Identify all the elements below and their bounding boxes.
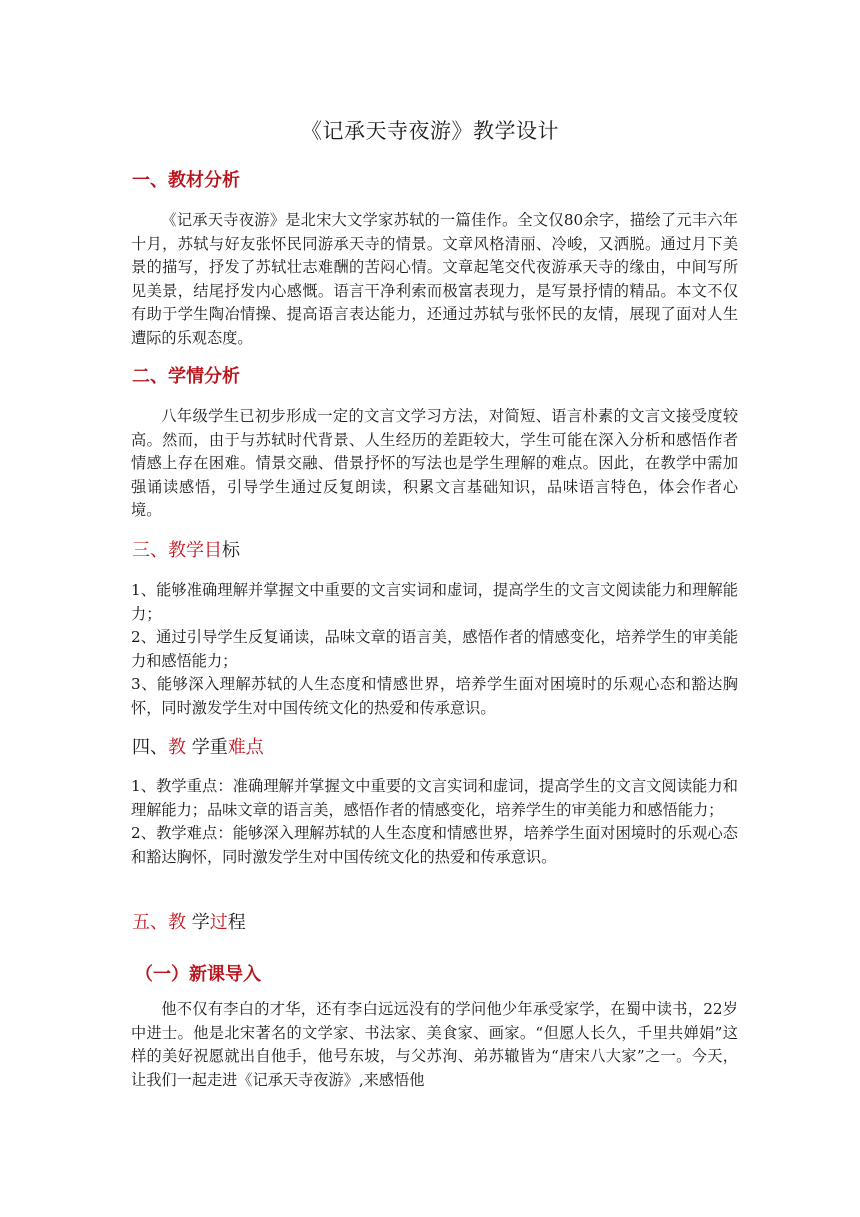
list-key-points [131, 775, 738, 869]
heading-teaching-goals [132, 539, 240, 563]
heading-new-lesson-intro: （一）新课导入 [135, 964, 261, 985]
list-item: 2、通过引导学生反复诵读，品味文章的语言美，感悟作者的情感变化，培养学生的审美能力和感悟能力； [131, 628, 738, 670]
list-item: 1、教学重点：准确理解并掌握文中重要的文言实词和虚词，提高学生的文言文阅读能力和理解能力；品味文章的语言美，感悟作者的情感变化，培养学生的审美能力和感悟能力； [131, 777, 738, 819]
heading-part: 标 [222, 540, 240, 561]
heading-part: 学 [186, 912, 210, 933]
paragraph-student-analysis [131, 405, 738, 523]
list-teaching-goals [131, 579, 738, 720]
list-item: 2、教学难点：能够深入理解苏轼的人生态度和情感世界，培养学生面对困境时的乐观心态和豁达胸怀，同时激发学生对中国传统文化的热爱和传承意识。 [131, 824, 738, 866]
document-title: 《记承天寺夜游》教学设计 [301, 119, 559, 143]
heading-textbook-analysis: 一、教材分析 [132, 170, 240, 191]
heading-part: 学重 [186, 737, 228, 758]
heading-key-points [132, 736, 264, 760]
heading-part: 教 [168, 737, 186, 758]
paragraph-new-lesson-intro [131, 998, 738, 1092]
paragraph-text: 《记承天寺夜游》是北宋大文学家苏轼的一篇佳作。全文仅80余字，描绘了元丰六年十月，苏轼与好友张怀民同游承天寺的情景。文章风格清丽、冷峻，又洒脱。通过月下美景的描写，抒发了苏轼壮志难酬的苦闷心情。文章起笔交代夜游承天寺的缘由，中间写所见美景，结尾抒发内心感慨。语言干净利索而极富表现力，是写景抒情的精品。本文不仅有助于学生陶冶情操、提高语言表达能力，还通过苏轼与张怀民的友情，展现了面对人生遭际的乐观态度。 [131, 211, 738, 347]
heading-part: 程 [227, 912, 246, 933]
heading-part: 四、 [132, 737, 168, 758]
heading-part: 三、教学目 [132, 540, 222, 561]
heading-student-analysis: 二、学情分析 [132, 366, 240, 387]
heading-part: 过 [209, 912, 228, 933]
list-item: 1、能够准确理解并掌握文中重要的文言实词和虚词，提高学生的文言文阅读能力和理解能力； [131, 581, 738, 623]
heading-part: 难点 [227, 737, 264, 758]
paragraph-textbook-analysis [131, 209, 738, 350]
paragraph-text: 他不仅有李白的才华，还有李白远远没有的学问他少年承受家学，在蜀中读书，22岁中进士。他是北宋著名的文学家、书法家、美食家、画家。“但愿人长久，千里共婵娟”这样的美好祝愿就出自他手，他号东坡，与父苏洵、弟苏辙皆为“唐宋八大家”之一。今天，让我们一起走进《记承天寺夜游》,来感悟他 [131, 1000, 738, 1089]
list-item: 3、能够深入理解苏轼的人生态度和情感世界，培养学生面对困境时的乐观心态和豁达胸怀，同时激发学生对中国传统文化的热爱和传承意识。 [131, 675, 738, 717]
heading-part: 五、教 [132, 912, 186, 933]
paragraph-text: 八年级学生已初步形成一定的文言文学习方法，对简短、语言朴素的文言文接受度较高。然而，由于与苏轼时代背景、人生经历的差距较大，学生可能在深入分析和感悟作者情感上存在困难。情景交融、借景抒怀的写法也是学生理解的难点。因此，在教学中需加强诵读感悟，引导学生通过反复朗读，积累文言基础知识，品味语言特色，体会作者心境。 [131, 407, 738, 519]
heading-teaching-process [132, 911, 246, 935]
